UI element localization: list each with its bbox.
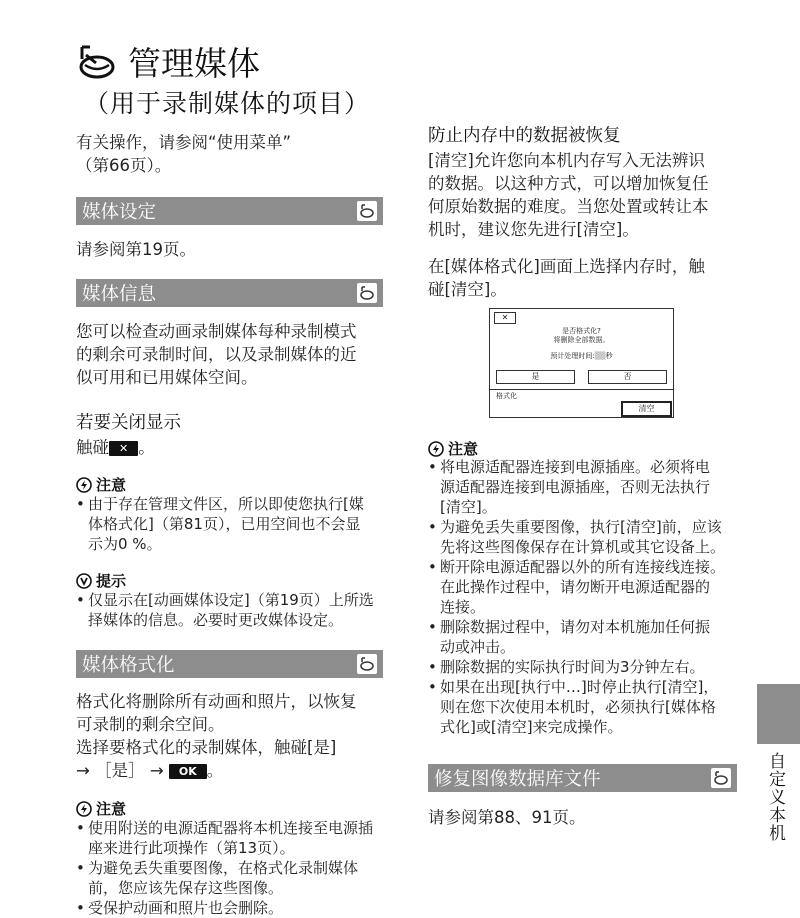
- text-line: 格式化将删除所有动画和照片，以恢复: [76, 692, 357, 711]
- text-line: 选择要格式化的录制媒体，触碰[是]: [76, 738, 337, 757]
- list-item: • 仅显示在[动画媒体设定]（第19页）上所选 择媒体的信息。必要时更改媒体设定。: [76, 590, 386, 630]
- text-line: [清空]允许您向本机内存写入无法辨识: [428, 151, 705, 170]
- caution-heading: [428, 438, 478, 459]
- prevent-recovery-heading: 防止内存中的数据被恢复: [428, 126, 621, 146]
- media-manage-icon: [711, 768, 731, 788]
- media-format-caution-list: [76, 818, 386, 918]
- dialog-yes-button: 是: [496, 370, 575, 384]
- media-manage-icon: [76, 43, 116, 81]
- intro-line: （第66页）。: [76, 156, 172, 175]
- section-bar-repair: [428, 764, 737, 792]
- text-line: 在[媒体格式化]画面上选择内存时，触: [428, 257, 705, 276]
- arrow-icon: →: [76, 761, 90, 780]
- prevent-recovery-body2: [428, 255, 738, 301]
- media-info-body: [76, 320, 386, 389]
- section-heading: 修复图像数据库文件: [434, 769, 601, 790]
- section-heading: 媒体格式化: [82, 655, 175, 676]
- text-line: 您可以检查动画录制媒体每种录制模式: [76, 322, 357, 341]
- media-info-hint-list: [76, 590, 386, 630]
- caution-label: 注意: [448, 440, 479, 458]
- intro-text: [76, 131, 291, 177]
- title-text: 管理媒体: [128, 44, 260, 83]
- step-end: 。: [206, 761, 224, 780]
- list-item: • 为避免丢失重要图像，在格式化录制媒体 前，您应该先保存这些图像。: [76, 858, 386, 898]
- page-subtitle: （用于录制媒体的项目）: [84, 89, 371, 118]
- text-line: 何原始数据的难度。当您处置或转让本: [428, 197, 709, 216]
- dialog-label: 格式化: [496, 392, 517, 400]
- arrow-icon: →: [149, 761, 164, 780]
- text-line: 可录制的剩余空间。: [76, 715, 225, 734]
- side-tab-marker: [757, 684, 800, 744]
- text-line: 的剩余可录制时间，以及录制媒体的近: [76, 345, 357, 364]
- list-item: • 如果在出现[执行中…]时停止执行[清空]， 则在您下次使用本机时，必须执行[媒体格 式化]或[清空]来完成操作。: [428, 677, 746, 737]
- media-manage-icon: [357, 283, 377, 303]
- dialog-close-button: ✕: [494, 312, 516, 324]
- close-suffix: 。: [138, 438, 155, 457]
- dialog-time-unit: 秒: [605, 352, 613, 360]
- section-bar-media-settings: [76, 197, 383, 225]
- list-item: • 删除数据过程中，请勿对本机施加任何振 动或冲击。: [428, 617, 746, 657]
- side-tab-label: 自定义本机: [765, 752, 785, 842]
- repair-body: 请参阅第88、91页。: [428, 808, 586, 827]
- hint-icon: [76, 573, 92, 589]
- dialog-msg: 是否格式化?: [562, 327, 601, 335]
- prevent-recovery-body: [428, 149, 738, 241]
- format-dialog-illustration: [489, 308, 674, 418]
- caution-heading: [76, 474, 126, 495]
- list-item: • 为避免丢失重要图像，执行[清空]前，应该 先将这些图像保存在计算机或其它设备上。: [428, 517, 746, 557]
- dialog-clear-button: 清空: [621, 401, 672, 417]
- media-settings-body: 请参阅第19页。: [76, 240, 196, 259]
- ok-key-icon: OK: [169, 764, 207, 779]
- media-format-body: [76, 690, 386, 782]
- close-instruction: [76, 436, 155, 459]
- list-item: • 断开除电源适配器以外的所有连接线连接。 在此操作过程中，请勿断开电源适配器的 连接。: [428, 557, 746, 617]
- section-bar-media-info: [76, 279, 383, 307]
- close-key-icon: ✕: [109, 441, 138, 456]
- text-line: 碰[清空]。: [428, 280, 507, 299]
- dialog-time-value: ▒▒: [594, 352, 606, 360]
- hint-label: 提示: [96, 572, 127, 590]
- close-prefix: 触碰: [76, 438, 109, 457]
- yes-step: ［是］: [95, 761, 145, 780]
- prevent-recovery-caution-list: [428, 457, 746, 737]
- media-info-caution-list: [76, 494, 386, 554]
- hint-heading: [76, 570, 126, 591]
- list-item: • 由于存在管理文件区，所以即使您执行[媒 体格式化]（第81页），已用空间也不会显 示为0 %。: [76, 494, 386, 554]
- format-steps: [76, 759, 386, 782]
- dialog-time: [490, 352, 673, 361]
- text-line: 似可用和已用媒体空间。: [76, 368, 258, 387]
- caution-heading: [76, 798, 126, 819]
- list-item: • 受保护动画和照片也会删除。: [76, 898, 386, 918]
- section-heading: 媒体信息: [82, 284, 157, 305]
- dialog-msg: 将删除全部数据。: [553, 336, 610, 344]
- list-item: • 将电源适配器连接到电源插座。必须将电 源适配器连接到电源插座，否则无法执行 [清空]。: [428, 457, 746, 517]
- caution-icon: [76, 801, 92, 817]
- section-bar-media-format: [76, 650, 383, 678]
- caution-icon: [76, 477, 92, 493]
- dialog-no-button: 否: [588, 370, 667, 384]
- list-item: • 删除数据的实际执行时间为3分钟左右。: [428, 657, 746, 677]
- dialog-time-label: 预计处理时间:: [550, 352, 595, 360]
- close-heading: 若要关闭显示: [76, 413, 181, 433]
- text-line: 的数据。以这种方式，可以增加恢复任: [428, 174, 709, 193]
- media-manage-icon: [357, 201, 377, 221]
- caution-icon: [428, 441, 444, 457]
- intro-line: 有关操作，请参阅“使用菜单”: [76, 133, 292, 152]
- caution-label: 注意: [96, 476, 127, 494]
- caution-label: 注意: [96, 800, 127, 818]
- dialog-divider: [490, 389, 673, 390]
- page-title: [76, 38, 260, 85]
- text-line: 机时，建议您先进行[清空]。: [428, 220, 639, 239]
- media-manage-icon: [357, 654, 377, 674]
- list-item: • 使用附送的电源适配器将本机连接至电源插 座来进行此项操作（第13页）。: [76, 818, 386, 858]
- section-heading: 媒体设定: [82, 202, 157, 223]
